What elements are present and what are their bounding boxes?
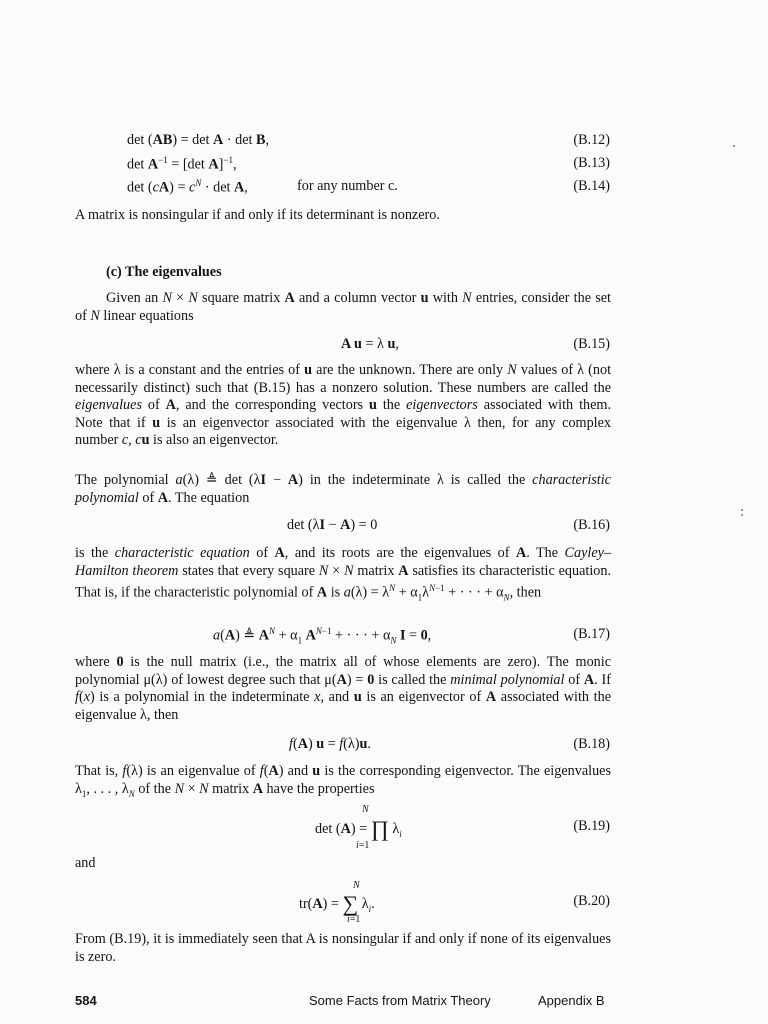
- scan-speck: [733, 145, 735, 147]
- section-heading: (c) The eigenvalues: [106, 264, 222, 280]
- product-upper-limit: N: [362, 804, 369, 815]
- equation-b18: f(A) u = f(λ)u.: [289, 736, 371, 752]
- paragraph-intro: Given an N × N square matrix A and a column vector u with N entries, consider the set of N linear equations: [75, 290, 611, 324]
- equation-label-b19: (B.19): [573, 818, 610, 834]
- paragraph-cayley-hamilton: is the characteristic equation of A, and its roots are the eigenvalues of A. The Cayley–Hamilton theorem states that every square N × N matrix A satisfies its characteristic equation. That is, if the characteristic polynomial of A is $a(\lambda) = \lambda^N + \alpha_1\lambda^{N-1}$ + · · · + $\alpha_N$, then: [75, 545, 612, 603]
- paragraph-char-poly: The polynomial a(λ) ≜ det (λI − A) in the indeterminate λ is called the characteristic polynomial of A. The equation: [75, 472, 611, 506]
- equation-b12: det (AB) = det A · det B,: [127, 132, 269, 148]
- running-footer-appendix: Appendix B: [538, 993, 605, 1008]
- equation-b16: det (λI − A) = 0: [287, 517, 378, 533]
- scan-speck: [741, 509, 743, 511]
- equation-label-b20: (B.20): [573, 893, 610, 909]
- equation-b15: A u = λ u,: [341, 336, 399, 352]
- sum-upper-limit: N: [353, 880, 360, 891]
- paragraph-eigen-properties: That is, f(λ) is an eigenvalue of f(A) and u is the corresponding eigenvector. The eigenvalues $\lambda_1$, . . . , $\lambda_N$ of the N × N matrix A have the properties: [75, 763, 611, 799]
- equation-b14-note: for any number c.: [297, 178, 398, 194]
- paragraph-eigen-definition: where λ is a constant and the entries of u are the unknown. There are only N values of λ (not necessarily distinct) such that (B.15) has a nonzero solution. These numbers are called the eigenvalues of A, and the corresponding vectors u the eigenvectors associated with them. Note that if u is an eigenvector associated with the eigenvalue λ then, for any complex number c, cu is also an eigenvector.: [75, 362, 612, 449]
- running-footer-title: Some Facts from Matrix Theory: [309, 993, 491, 1008]
- paragraph-minimal-poly: where 0 is the null matrix (i.e., the matrix all of whose elements are zero). The monic polynomial μ(λ) of lowest degree such that μ(A) = 0 is called the minimal polynomial of A. If f(x) is a polynomial in the indeterminate x, and u is an eigenvector of A associated with the eigenvalue λ, then: [75, 654, 611, 723]
- equation-label-b16: (B.16): [573, 517, 610, 533]
- scan-speck: [741, 514, 743, 516]
- equation-b14: $\det (cA) = c^N \cdot \det A$,: [127, 178, 248, 196]
- equation-label-b14: (B.14): [573, 178, 610, 194]
- equation-label-b13: (B.13): [573, 155, 610, 171]
- product-lower-limit: i=1: [356, 840, 370, 851]
- equation-label-b12: (B.12): [573, 132, 610, 148]
- equation-b17: a(A) ≜ $A^N + \alpha_1$ $A^{N-1}$ + · · · + $\alpha_N$ I = 0,: [213, 626, 432, 646]
- equation-b13: $\det A^{-1} = [\det$ A]$^{-1}$,: [127, 155, 237, 173]
- paragraph-closing: From (B.19), it is immediately seen that A is nonsingular if and only if none of its eigenvalues is zero.: [75, 931, 611, 965]
- equation-b19: det (A) = ∏ $\lambda_i$: [315, 816, 402, 841]
- equation-label-b17: (B.17): [573, 626, 610, 642]
- equation-label-b15: (B.15): [573, 336, 610, 352]
- nonsingular-statement: A matrix is nonsingular if and only if its determinant is nonzero.: [75, 207, 440, 223]
- page-number: 584: [75, 993, 97, 1008]
- sum-lower-limit: i=1: [347, 914, 361, 925]
- equation-b20: tr(A) = ∑ $\lambda_i$.: [299, 891, 375, 916]
- equation-label-b18: (B.18): [573, 736, 610, 752]
- connector-and: and: [75, 855, 96, 871]
